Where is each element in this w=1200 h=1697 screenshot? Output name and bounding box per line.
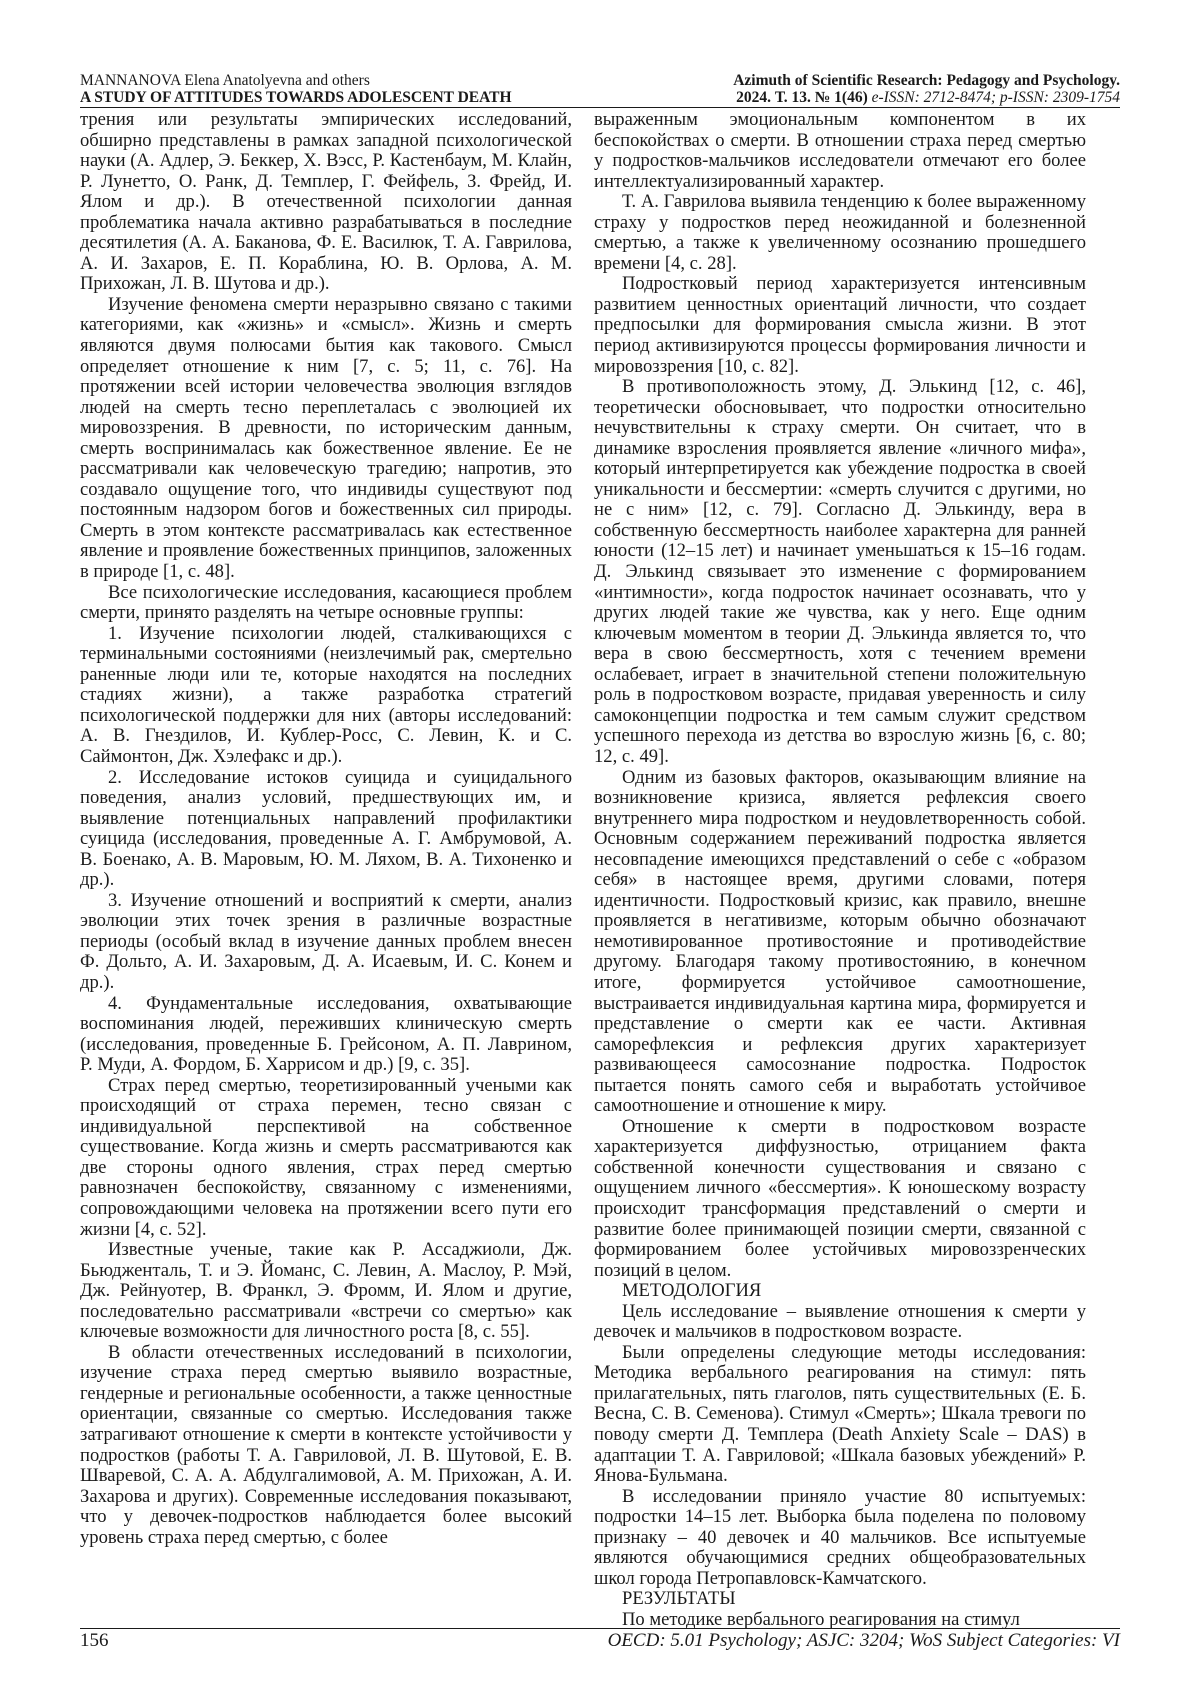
paragraph: Т. А. Гаврилова выявила тенденцию к более выраженному страху у подростков перед неожиданной и болезненной смертью, а также к увеличенному осознанию прошедшего времени [4, с. 28]. (594, 191, 1086, 274)
header-issue-line (560, 89, 1120, 106)
paragraph: Изучение феномена смерти неразрывно связано с такими категориями, как «жизнь» и «смысл». Жизнь и смерть являются двумя полюсами бытия как такового. Смысл определяет отношение к ним [7, с. 5; 11, с. 76]. На протяжении всей истории человечества эволюция взглядов людей на смерть тесно переплеталась с эволюцией их мировоззрения. В древности, по историческим данным, смерть воспринималась как божественное явление. Ее не рассматривали как человеческую трагедию; напротив, это создавало ощущение того, что индивиды существуют под постоянным надзором богов и божественных сил природы. Смерть в этом контексте рассматривалась как естественное явление и проявление божественных принципов, заложенных в природе [1, с. 48]. (80, 293, 572, 583)
list-item: 3. Изучение отношений и восприятий к смерти, анализ эволюции этих точек зрения в различные возрастные периоды (особый вклад в изучение данных проблем внесен Ф. Дольто, А. И. Захаровым, Д. А. Исаевым, И. С. Конем и др.). (80, 889, 572, 993)
paragraph: Отношение к смерти в подростковом возрасте характеризуется диффузностью, отрицанием факта собственной конечности существования и связано с ощущением личного «бессмертия». К юношескому возрасту происходит трансформация представлений о смерти и развитие более принимающей позиции смерти, связанной с формированием более устойчивых мировоззренческих позиций в целом. (594, 1115, 1086, 1281)
header-rule (80, 107, 1120, 108)
paragraph: По методике вербального реагирования на стимул (622, 1608, 1020, 1630)
paragraph: Известные ученые, такие как Р. Ассаджиоли, Дж. Бьюдженталь, Т. и Э. Йоманс, С. Левин, А. Маслоу, Р. Мэй, Дж. Рейнуотер, В. Франкл, Э. Фромм, И. Ялом и другие, последовательно рассматривали «встречи со смертью» как ключевые возможности для личностного роста [8, с. 55]. (80, 1239, 572, 1343)
header-author: MANNANOVA Elena Anatolyevna and others (80, 72, 370, 89)
paragraph: выраженным эмоциональным компонентом в их беспокойствах о смерти. В отношении страха перед смертью у подростков-мальчиков исследователи отмечают его более интеллектуализированный характер. (594, 109, 1086, 192)
paragraph: Одним из базовых факторов, оказывающим влияние на возникновение кризиса, является рефлексия своего внутреннего мира подростком и неудовлетворенность собой. Основным содержанием переживаний подростка является несовпадение имеющихся представлений о себе с «образом себя» в настоящее время, другими словами, потеря идентичности. Подростковый кризис, как правило, внешне проявляется в негативизме, которым обычно обозначают немотивированное противостояние и противодействие другому. Благодаря такому противостоянию, в конечном итоге, формируется устойчивое самоотношение, выстраивается индивидуальная картина мира, формируется и представление о смерти как ее части. Активная саморефлексия и рефлексия других характеризует развивающееся самосознание подростка. Подросток пытается понять самого себя и выработать устойчивое самоотношение и отношение к миру. (594, 766, 1086, 1117)
subject-classification: OECD: 5.01 Psychology; ASJC: 3204; WoS Subject Categories: VI (607, 1630, 1120, 1651)
right-column (594, 110, 1086, 1630)
header-volume: 2024. Т. 13. № 1(46) (736, 89, 872, 106)
paragraph: В исследовании приняло участие 80 испытуемых: подростки 14–15 лет. Выборка была поделена по половому признаку – 40 девочек и 40 мальчиков. Все испытуемые являются обучающимися средних общеобразовательных школ города Петропавловск-Камчатского. (594, 1485, 1086, 1589)
paragraph: трения или результаты эмпирических исследований, обширно представлены в рамках западной психологической науки (А. Адлер, Э. Беккер, Х. Вэсс, Р. Кастенбаум, М. Клайн, Р. Лунетто, О. Ранк, Д. Темплер, Г. Фейфель, З. Фрейд, И. Ялом и др.). В отечественной психологии данная проблематика начала активно разрабатываться в последние десятилетия (А. А. Баканова, Ф. Е. Василюк, Т. А. Гаврилова, А. И. Захаров, Е. П. Кораблина, Ю. В. Орлова, А. М. Прихожан, Л. В. Шутова и др.). (80, 109, 572, 295)
list-item: 2. Исследование истоков суицида и суицидального поведения, анализ условий, предшествующих им, и выявление потенциальных направлений профилактики суицида (исследования, проведенные А. Г. Амбрумовой, А. В. Боенако, А. В. Маровым, Ю. М. Ляхом, В. А. Тихоненко и др.). (80, 766, 572, 891)
running-header-left (80, 72, 580, 106)
paragraph: Страх перед смертью, теоретизированный учеными как происходящий от страха перемен, тесно связан с индивидуальной перспективой на собственное существование. Когда жизнь и смерть рассматриваются как две стороны одного явления, страх перед смертью равнозначен беспокойству, связанному с изменениями, сопровождающими человека на протяжении всего пути его жизни [4, с. 52]. (80, 1074, 572, 1240)
paragraph: Цель исследование – выявление отношения к смерти у девочек и мальчиков в подростковом возрасте. (594, 1300, 1086, 1343)
header-journal-name: Azimuth of Scientific Research: Pedagogy and Psychology. (733, 72, 1120, 89)
list-item: 4. Фундаментальные исследования, охватывающие воспоминания людей, переживших клиническую смерть (исследования, проведенные Б. Грейсоном, А. П. Лаврином, Р. Муди, А. Фордом, Б. Харрисом и др.) [9, с. 35]. (80, 992, 572, 1076)
running-header-right (560, 72, 1120, 106)
paragraph: Были определены следующие методы исследования: Методика вербального реагирования на стимул: пять прилагательных, пять глаголов, пять существительных (Е. Б. Весна, С. В. Семенова). Стимул «Смерть»; Шкала тревоги по поводу смерти Д. Темплера (Death Anxiety Scale – DAS) в адаптации Т. А. Гавриловой; «Шкала базовых убеждений» Р. Янова-Бульмана. (594, 1341, 1086, 1487)
list-item: 1. Изучение психологии людей, сталкивающихся с терминальными состояниями (неизлечимый рак, смертельно раненные люди или те, которые находятся на последних стадиях жизни), а также разработка стратегий психологической поддержки для них (авторы исследований: А. В. Гнездилов, И. Кублер-Росс, С. Левин, К. и С. Саймонтон, Дж. Хэлефакс и др.). (80, 622, 572, 767)
paragraph: Все психологические исследования, касающиеся проблем смерти, принято разделять на четыре основные группы: (80, 581, 572, 624)
paragraph: В противоположность этому, Д. Элькинд [12, с. 46], теоретически обосновывает, что подростки относительно нечувствительны к страху смерти. Он считает, что в динамике взросления проявляется явление «личного мифа», который интерпретируется как убеждение подростка в своей уникальности и бессмертии: «смерть случится с другими, но не с ним» [12, с. 79]. Согласно Д. Элькинду, вера в собственную бессмертность наиболее характерна для ранней юности (12–15 лет) и начинает уменьшаться к 15–16 годам. Д. Элькинд связывает это изменение с формированием «интимности», когда подросток начинает осознавать, что у других людей такие же чувства, как у него. Еще одним ключевым моментом в теории Д. Элькинда является то, что вера в свою бессмертность, хотя с течением времени ослабевает, играет в значительной степени положительную роль в подростковом возрасте, придавая уверенность и силу самоконцепции подростка и тем самым служит средством успешного перехода из детства во взрослую жизнь [6, с. 80; 12, с. 49]. (594, 376, 1086, 767)
page-number: 156 (80, 1630, 109, 1651)
header-article-title: A STUDY OF ATTITUDES TOWARDS ADOLESCENT DEATH (80, 89, 512, 106)
section-heading-methodology: МЕТОДОЛОГИЯ (622, 1280, 762, 1302)
section-heading-results: РЕЗУЛЬТАТЫ (622, 1588, 736, 1610)
footer-rule (80, 1628, 1120, 1629)
paragraph: Подростковый период характеризуется интенсивным развитием ценностных ориентаций личности, что создает предпосылки для формирования смысла жизни. В этот период активизируются процессы формирования личности и мировоззрения [10, с. 82]. (594, 273, 1086, 377)
paragraph: В области отечественных исследований в психологии, изучение страха перед смертью выявило возрастные, гендерные и региональные особенности, а также ценностные ориентации, связанные со смертью. Исследования также затрагивают отношение к смерти в контексте устойчивости у подростков (работы Т. А. Гавриловой, Л. В. Шутовой, Е. В. Шваревой, С. А. А. Абдулгалимовой, А. М. Прихожан, А. И. Захарова и других). Современные исследования показывают, что у девочек-подростков наблюдается более высокий уровень страха перед смертью, с более (80, 1341, 572, 1548)
left-column (80, 110, 572, 1548)
header-issn: e-ISSN: 2712-8474; p-ISSN: 2309-1754 (871, 89, 1120, 106)
